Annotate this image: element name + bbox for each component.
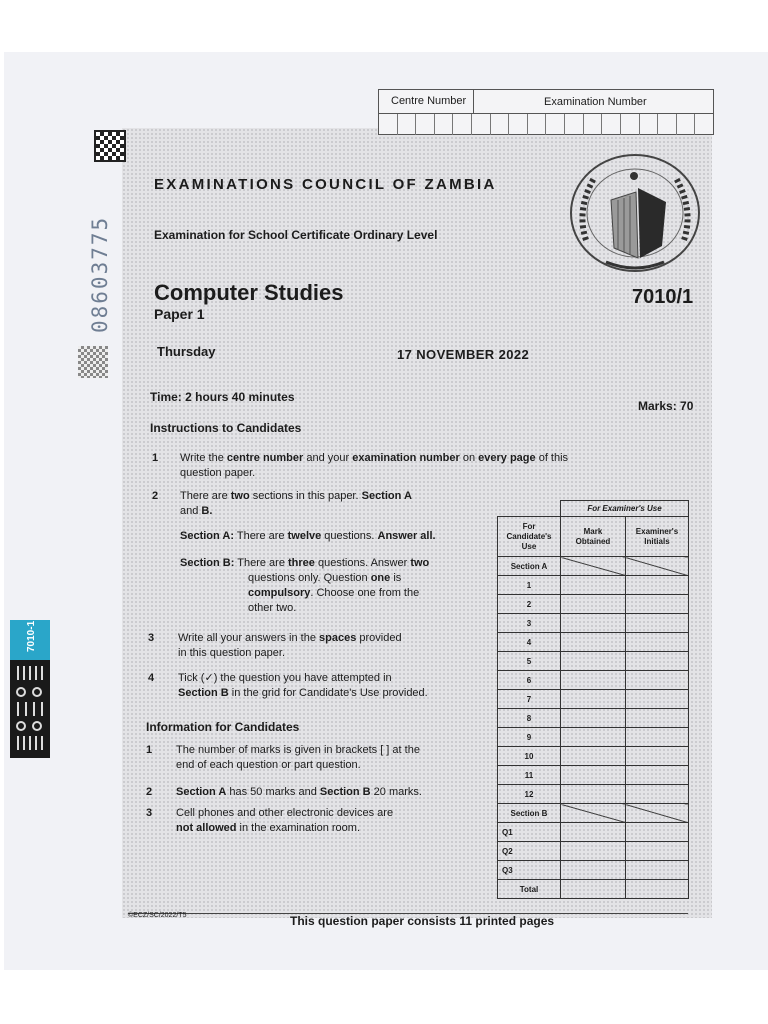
subject-title: Computer Studies: [154, 280, 344, 305]
faded-qr-code-icon: [78, 346, 108, 378]
instruction-2-section-a: Section A: There are twelve questions. Answer all.: [180, 530, 436, 542]
mark-cell[interactable]: [561, 614, 626, 633]
copyright: ©ECZ/SC/2022/T5: [128, 912, 187, 919]
paper-code-tab: 7010-1: [10, 620, 50, 660]
paper-number: Paper 1: [154, 306, 205, 322]
information-3: 3 Cell phones and other electronic devices are not allowed in the examination room.: [146, 807, 394, 834]
crossed-cell: [561, 557, 626, 576]
exam-day: Thursday: [157, 344, 216, 359]
mark-cell[interactable]: [561, 690, 626, 709]
candidate-use-header: For Candidate's Use: [498, 517, 561, 557]
total-initials-cell[interactable]: [625, 880, 688, 899]
initials-cell[interactable]: [625, 766, 688, 785]
number-cell[interactable]: [472, 114, 491, 135]
centre-number-label: Centre Number: [391, 95, 467, 107]
number-cell[interactable]: [416, 114, 435, 135]
instruction-4: 4 Tick (✓) the question you have attempted in Section B in the grid for Candidate's Use provided.: [148, 672, 428, 699]
number-cell[interactable]: [640, 114, 659, 135]
instruction-2: 2 There are two sections in this paper. Section A and B.: [152, 490, 412, 517]
initials-cell[interactable]: [625, 861, 688, 880]
instruction-3: 3 Write all your answers in the spaces provided in this question paper.: [148, 632, 402, 659]
mark-cell[interactable]: [561, 709, 626, 728]
number-cell[interactable]: [658, 114, 677, 135]
qr-code-icon: [94, 130, 126, 162]
question-number: 7: [498, 690, 561, 709]
examination-number-label: Examination Number: [544, 96, 647, 108]
number-cell[interactable]: [528, 114, 547, 135]
mark-cell[interactable]: [561, 595, 626, 614]
initials-cell[interactable]: [625, 595, 688, 614]
number-cell[interactable]: [453, 114, 472, 135]
initials-cell[interactable]: [625, 747, 688, 766]
instruction-1: 1 Write the centre number and your examination number on every page of this question paper.: [152, 452, 569, 479]
total-marks: Marks: 70: [638, 399, 694, 413]
number-cell[interactable]: [398, 114, 417, 135]
information-1: 1 The number of marks is given in brackets [ ] at the end of each question or part question.: [146, 744, 420, 771]
question-number: 3: [498, 614, 561, 633]
page-count-note: This question paper consists 11 printed pages: [290, 914, 555, 928]
initials-cell[interactable]: [625, 690, 688, 709]
crossed-cell: [625, 557, 688, 576]
initials-cell[interactable]: [625, 823, 688, 842]
initials-cell[interactable]: [625, 614, 688, 633]
section-a-label: Section A: [498, 557, 561, 576]
mark-cell[interactable]: [561, 633, 626, 652]
mark-cell[interactable]: [561, 747, 626, 766]
number-cells[interactable]: [379, 114, 713, 135]
question-number: 8: [498, 709, 561, 728]
number-cell[interactable]: [546, 114, 565, 135]
subject-code: 7010/1: [632, 286, 694, 308]
section-b-question[interactable]: Q2: [498, 842, 561, 861]
number-cell[interactable]: [621, 114, 640, 135]
number-labels-row: [379, 90, 713, 114]
mark-cell[interactable]: [561, 576, 626, 595]
information-heading: Information for Candidates: [146, 720, 300, 734]
mark-cell[interactable]: [561, 671, 626, 690]
section-b-label: Section B: [498, 804, 561, 823]
question-number: 5: [498, 652, 561, 671]
side-barcode-strip: [10, 660, 50, 758]
question-number: 11: [498, 766, 561, 785]
ecz-seal-logo: [566, 150, 704, 276]
question-number: 6: [498, 671, 561, 690]
crossed-cell: [561, 804, 626, 823]
mark-cell[interactable]: [561, 861, 626, 880]
marks-grid: [497, 500, 689, 912]
question-number: 12: [498, 785, 561, 804]
question-number: 2: [498, 595, 561, 614]
initials-cell[interactable]: [625, 633, 688, 652]
crossed-cell: [625, 804, 688, 823]
total-label: Total: [498, 880, 561, 899]
number-cell[interactable]: [602, 114, 621, 135]
number-cell[interactable]: [565, 114, 584, 135]
mark-cell[interactable]: [561, 823, 626, 842]
mark-cell[interactable]: [561, 728, 626, 747]
examiner-use-header: For Examiner's Use: [561, 501, 689, 517]
section-b-question[interactable]: Q3: [498, 861, 561, 880]
number-cell[interactable]: [435, 114, 454, 135]
number-cell[interactable]: [677, 114, 696, 135]
serial-number: 08603775: [88, 215, 112, 333]
initials-cell[interactable]: [625, 671, 688, 690]
question-number: 4: [498, 633, 561, 652]
examiner-initials-header: Examiner's Initials: [625, 517, 688, 557]
question-number: 9: [498, 728, 561, 747]
mark-obtained-header: Mark Obtained: [561, 517, 626, 557]
mark-cell[interactable]: [561, 766, 626, 785]
initials-cell[interactable]: [625, 652, 688, 671]
label-divider: [473, 90, 474, 114]
number-cell[interactable]: [491, 114, 510, 135]
number-cell[interactable]: [584, 114, 603, 135]
initials-cell[interactable]: [625, 709, 688, 728]
mark-cell[interactable]: [561, 785, 626, 804]
mark-cell[interactable]: [561, 652, 626, 671]
question-number: 10: [498, 747, 561, 766]
number-cell[interactable]: [379, 114, 398, 135]
section-b-question[interactable]: Q1: [498, 823, 561, 842]
initials-cell[interactable]: [625, 842, 688, 861]
mark-cell[interactable]: [561, 842, 626, 861]
number-cell[interactable]: [695, 114, 713, 135]
instructions-heading: Instructions to Candidates: [150, 421, 302, 435]
exam-duration: Time: 2 hours 40 minutes: [150, 390, 295, 404]
council-name: EXAMINATIONS COUNCIL OF ZAMBIA: [154, 176, 497, 193]
exam-level: Examination for School Certificate Ordinary Level: [154, 228, 438, 242]
candidate-number-boxes: [378, 89, 714, 135]
initials-cell[interactable]: [625, 785, 688, 804]
initials-cell[interactable]: [625, 728, 688, 747]
question-number: 1: [498, 576, 561, 595]
initials-cell[interactable]: [625, 576, 688, 595]
instruction-2-section-b: Section B: There are three questions. Answer two questions only. Question one is compulsory. Choose one from the other two.: [180, 557, 430, 614]
exam-date: 17 NOVEMBER 2022: [397, 347, 530, 362]
total-mark-cell[interactable]: [561, 880, 626, 899]
number-cell[interactable]: [509, 114, 528, 135]
